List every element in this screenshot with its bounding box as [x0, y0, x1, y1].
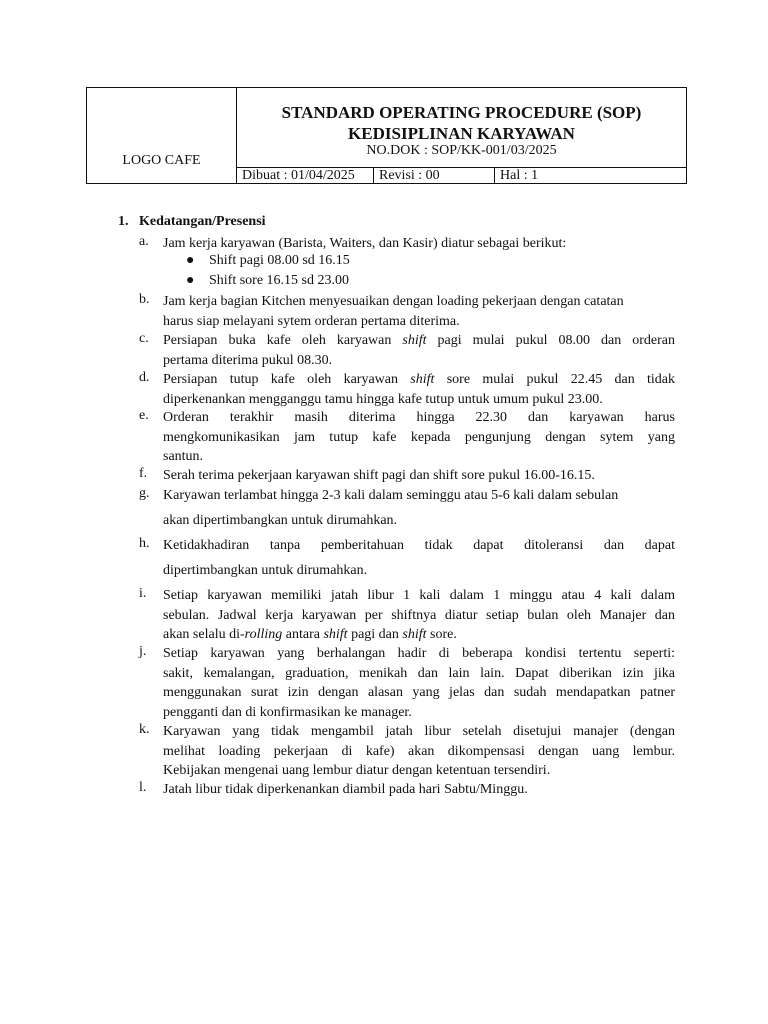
item-text: diperkenankan mengganggu tamu hingga kafe tutup untuk umum pukul 23.00. — [163, 391, 603, 407]
item-text: Orderan terakhir masih diterima hingga 22.30 dan karyawan harus — [163, 410, 675, 425]
item-text: Setiap karyawan yang berhalangan hadir di beberapa kondisi tertentu seperti: — [163, 646, 675, 661]
page-number: Hal : 1 — [500, 168, 539, 183]
bullet-text: Shift sore 16.15 sd 23.00 — [209, 273, 349, 288]
bullet-icon: ● — [186, 273, 195, 288]
item-text: akan dipertimbangkan untuk dirumahkan. — [163, 513, 398, 528]
item-text: pengganti dan di konfirmasikan ke manager. — [163, 704, 412, 720]
item-text: akan selalu di-rolling antara shift pagi dan shift sore. — [163, 627, 457, 642]
item-text: sakit, kemalangan, graduation, menikah dan lain lain. Dapat diberikan izin jika — [163, 665, 675, 681]
item-text: Persiapan buka kafe oleh karyawan shift pagi mulai pukul 08.00 dan orderan — [163, 333, 676, 348]
item-text: harus siap melayani sytem orderan pertama diterima. — [163, 313, 460, 329]
item-label: g. — [139, 486, 150, 501]
item-text: Karyawan terlambat hingga 2-3 kali dalam seminggu atau 5-6 kali dalam sebulan — [163, 488, 619, 503]
item-text: Jam kerja bagian Kitchen menyesuaikan dengan loading pekerjaan dengan catatan — [163, 294, 624, 309]
item-text: Serah terima pekerjaan karyawan shift pagi dan shift sore pukul 16.00-16.15. — [163, 468, 595, 483]
item-text: Ketidakhadiran tanpa pemberitahuan tidak dapat ditoleransi dan dapat — [163, 538, 675, 553]
logo-cell — [87, 88, 237, 183]
created-date: Dibuat : 01/04/2025 — [237, 168, 374, 184]
item-text: Persiapan tutup kafe oleh karyawan shift sore mulai pukul 22.45 dan tidak — [163, 372, 675, 387]
item-text: melihat loading pekerjaan di kafe) akan dikompensasi dengan uang lembur. — [163, 743, 675, 759]
section-number: 1. — [118, 214, 129, 229]
item-label: k. — [139, 722, 150, 737]
item-text: sebulan. Jadwal kerja karyawan per shiftnya diatur setiap bulan oleh Manajer dan — [163, 607, 675, 623]
title-cell — [237, 88, 686, 166]
section-title: Kedatangan/Presensi — [139, 214, 266, 229]
logo-placeholder: LOGO CAFE — [122, 153, 201, 168]
revision-number: Revisi : 00 — [374, 168, 495, 184]
item-label: f. — [139, 466, 148, 481]
item-label: d. — [139, 370, 150, 385]
sop-header-table — [86, 87, 687, 184]
item-label: e. — [139, 408, 149, 423]
bullet-text: Shift pagi 08.00 sd 16.15 — [209, 253, 350, 268]
item-label: j. — [139, 644, 147, 659]
item-label: l. — [139, 780, 147, 795]
document-number: NO.DOK : SOP/KK-001/03/2025 — [366, 143, 557, 158]
item-text: mengkomunikasikan jam tutup kafe kepada pengunjung dengan sytem yang — [163, 429, 675, 445]
item-text: dipertimbangkan untuk dirumahkan. — [163, 563, 368, 578]
item-text: menggunakan surat izin dengan alasan yang jelas dan sudah mendapatkan patner — [163, 685, 675, 700]
meta-row — [237, 167, 686, 184]
item-text: Kebijakan mengenai uang lembur diatur dengan ketentuan tersendiri. — [163, 763, 551, 778]
item-label: a. — [139, 234, 149, 249]
item-label: c. — [139, 331, 149, 346]
item-label: i. — [139, 586, 147, 601]
item-text: Karyawan yang tidak mengambil jatah libur setelah disetujui manajer (dengan — [163, 724, 675, 739]
bullet-icon: ● — [186, 253, 195, 268]
item-text: Jatah libur tidak diperkenankan diambil pada hari Sabtu/Minggu. — [163, 782, 528, 797]
document-title: STANDARD OPERATING PROCEDURE (SOP) — [281, 103, 642, 122]
item-label: h. — [139, 536, 150, 551]
item-text: pertama diterima pukul 08.30. — [163, 352, 333, 368]
item-text: Jam kerja karyawan (Barista, Waiters, dan Kasir) diatur sebagai berikut: — [163, 236, 567, 251]
item-text: santun. — [163, 449, 204, 464]
document-subtitle: KEDISIPLINAN KARYAWAN — [348, 124, 575, 143]
item-text: Setiap karyawan memiliki jatah libur 1 kali dalam 1 minggu atau 4 kali dalam — [163, 588, 675, 603]
item-label: b. — [139, 292, 150, 307]
